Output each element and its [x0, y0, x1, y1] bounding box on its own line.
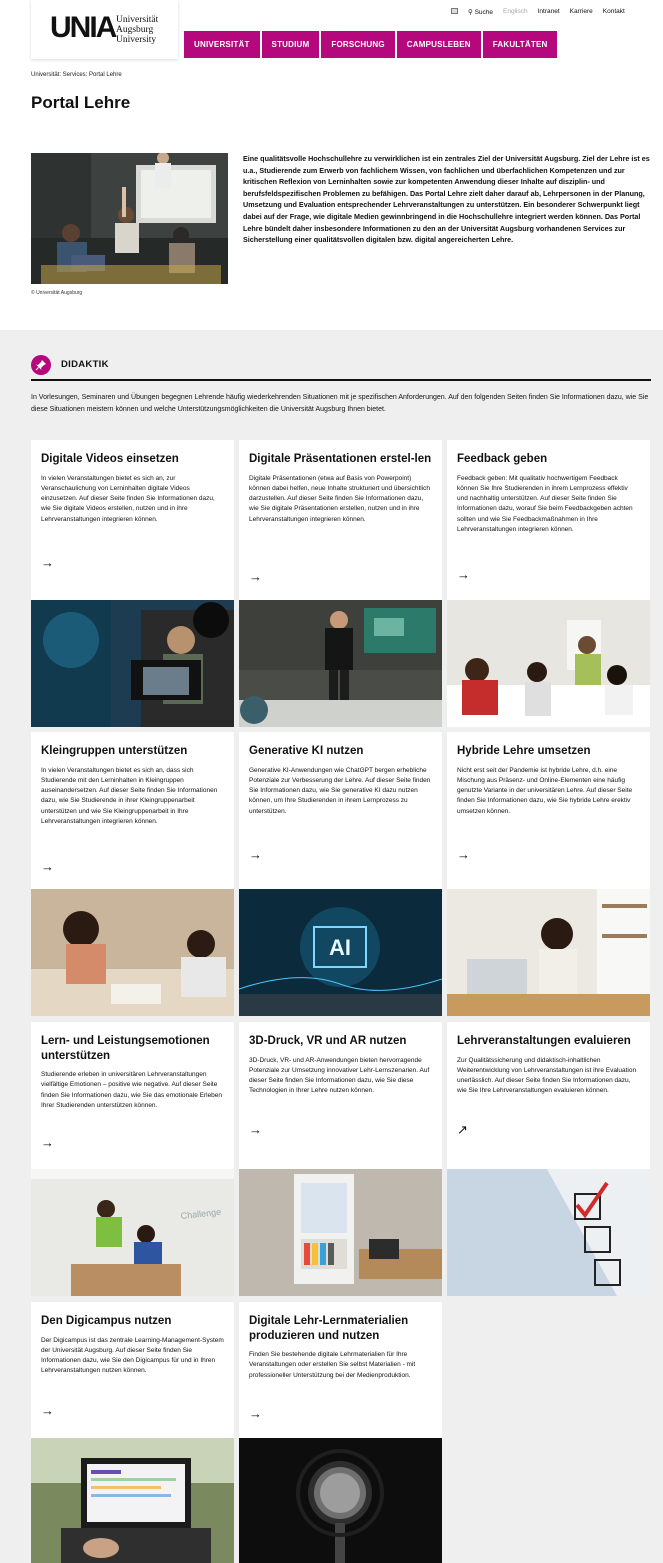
search-link-label: Suche — [474, 9, 494, 16]
card-title: Den Digicampus nutzen — [41, 1315, 172, 1327]
card-digitale-praesentationen[interactable] — [239, 440, 442, 600]
meta-navigation — [451, 8, 625, 16]
card-title: Lehrveranstaltungen evaluieren — [457, 1035, 631, 1047]
card-text: Feedback geben: Mit qualitativ hochwertigem Feedback können Sie Ihre Studierenden in ihrem Lernprozess effektiv und nachhaltig unterstützen. Auf dieser Seite finden Sie Informationen dazu, worauf Sie beim Feedbackgeben achten sollten und wie Sie Feedbackmaßnahmen in Ihre Lehrveranstaltungen integrieren können. — [457, 474, 633, 533]
arrow-right-icon[interactable]: → — [249, 1122, 262, 1137]
card-3d-druck-vr-ar[interactable] — [239, 1022, 442, 1169]
pin-icon — [35, 359, 47, 371]
card-digicampus[interactable] — [31, 1302, 234, 1438]
card-lern-leistungsemotionen[interactable] — [31, 1022, 234, 1169]
header-area — [0, 0, 663, 330]
sitemap-icon[interactable] — [451, 8, 458, 14]
arrow-right-icon[interactable]: → — [249, 1406, 262, 1421]
card-title: Lern- und Leistungsemotionen unterstützen — [41, 1035, 210, 1062]
hero-lecture-photo — [31, 153, 228, 284]
photo-video-recording — [31, 600, 234, 727]
arrow-right-icon[interactable]: → — [41, 1403, 54, 1418]
card-title: Digitale Präsentationen erstel-len — [249, 453, 432, 465]
card-text: Digitale Präsentationen (etwa auf Basis von Powerpoint) können dabei helfen, neue Inhalte strukturiert und übersichtlich darzustellen. Auf dieser Seite finden Sie Informationen dazu, wie Sie digitale Präsentationen erstellen, nutzen und in ihre Lehrveranstaltungen integrieren können. — [249, 474, 431, 523]
arrow-right-icon[interactable]: → — [41, 1135, 54, 1150]
university-logo[interactable] — [31, 0, 178, 59]
card-title: Digitale Lehr-Lernmaterialien produzieren und nutzen — [249, 1315, 409, 1342]
arrow-right-icon[interactable]: → — [41, 859, 54, 874]
arrow-right-icon[interactable]: → — [457, 567, 470, 582]
card-feedback-geben[interactable] — [447, 440, 650, 600]
card-hybride-lehre[interactable] — [447, 732, 650, 889]
photo-3d-printer — [239, 1169, 442, 1296]
section-description: In Vorlesungen, Seminaren und Übungen begegnen Lehrende häufig wiederkehrenden Situationen mit je spezifischen Anforderungen. Auf den folgenden Seiten finden Sie Informationen dazu, wie Sie diese Situationen meistern können und welche Unterstützungsmöglichkeiten die Universität Augsburg Ihnen bietet. — [31, 394, 649, 413]
card-generative-ki[interactable] — [239, 732, 442, 889]
nav-fakultaeten[interactable]: FAKULTÄTEN — [483, 31, 558, 58]
photo-classroom-emotions — [31, 1169, 234, 1296]
card-text: Nicht erst seit der Pandemie ist hybride Lehre, d.h. eine Mischung aus Präsenz- und Online-Elementen eine häufig genutzte Variante in der universitären Lehre. Auf dieser Seite finden Sie Informationen dazu, wie Sie hybride Lehre erektiv umsetzen können. — [457, 766, 633, 815]
photo-presentation — [239, 600, 442, 727]
card-title: 3D-Druck, VR und AR nutzen — [249, 1035, 407, 1047]
card-title: Kleingruppen unterstützen — [41, 745, 188, 757]
nav-studium[interactable]: STUDIUM — [262, 31, 320, 58]
logo-wordmark — [116, 15, 158, 45]
card-lehrveranstaltungen-evaluieren[interactable] — [447, 1022, 650, 1169]
card-text: Finden Sie bestehende digitale Lehrmaterialien für Ihre Veranstaltungen oder erstellen Sie selbst Materialien - mit professioneller Unterstützung bei der Medienproduktion. — [249, 1351, 416, 1379]
arrow-right-icon[interactable]: → — [249, 569, 262, 584]
card-text: Der Digicampus ist das zentrale Learning-Management-System der Universität Augsburg. Auf dieser Seite finden Sie Informationen dazu, wie Sie den Digicampus für und in Ihren Lehrveranstaltungen nutzen können. — [41, 1336, 224, 1375]
nav-campusleben[interactable]: CAMPUSLEBEN — [397, 31, 481, 58]
photo-microphone — [239, 1438, 442, 1563]
photo-laptop-digicampus — [31, 1438, 234, 1563]
card-kleingruppen[interactable] — [31, 732, 234, 889]
photo-group-work — [31, 889, 234, 1016]
card-title: Digitale Videos einsetzen — [41, 453, 179, 465]
board-text: Challenge — [180, 1206, 222, 1221]
arrow-right-icon[interactable]: → — [457, 847, 470, 862]
card-text: In vielen Veranstaltungen bietet es sich an, dass sich Studierende mit den Lerninhalten in Kleingruppen auseinandersetzen. Auf dieser Seite finden Sie Informationen dazu, wie Sie Studierende in ihrer Kleingruppenarbeit unterstützen und wie Sie Kleingruppenarbeit in Ihre Lehrveranstaltungen integrieren können. — [41, 766, 218, 825]
card-title: Generative KI nutzen — [249, 745, 364, 757]
section-title: DIDAKTIK — [61, 359, 109, 370]
breadcrumb[interactable]: Universität: Services: Portal Lehre — [31, 72, 122, 78]
ai-label: AI — [329, 935, 351, 960]
photo-checkbox-evaluation — [447, 1169, 650, 1296]
arrow-right-icon[interactable]: → — [41, 555, 54, 570]
career-link[interactable]: Karriere — [569, 8, 593, 15]
logo-mark: UNIA — [50, 11, 116, 44]
photo-feedback-meeting — [447, 600, 650, 727]
search-link[interactable] — [468, 8, 493, 16]
hero-photo-caption: © Universität Augsburg — [31, 290, 83, 296]
logo-line-3: University — [116, 35, 157, 45]
photo-hybrid-learning — [447, 889, 650, 1016]
card-digitale-videos[interactable] — [31, 440, 234, 600]
contact-link[interactable]: Kontakt — [602, 8, 625, 15]
nav-forschung[interactable]: FORSCHUNG — [321, 31, 394, 58]
photo-ai — [239, 889, 442, 1016]
card-text: 3D-Druck, VR- und AR-Anwendungen bieten hervorragende Potenziale zur Umsetzung innovativer Lehr-Lernszenarien. Auf dieser Seite finden Sie Informationen dazu, wie Sie diese Technologien in Ihrer Lehre nutzen können. — [249, 1056, 430, 1095]
nav-universitaet[interactable]: UNIVERSITÄT — [184, 31, 260, 58]
language-english-link[interactable]: Englisch — [503, 8, 528, 15]
card-text: In vielen Veranstaltungen bietet es sich an, zur Veranschaulichung von Lerninhalten digitale Videos einzusetzen. Auf dieser Seite finden Sie Informationen dazu, wie Sie digitale Videos erstellen, nutzen und in ihre Lehrveranstaltungen integrieren können. — [41, 474, 215, 523]
search-icon: ⚲ — [468, 9, 473, 16]
arrow-right-icon[interactable]: → — [249, 847, 262, 862]
card-text: Zur Qualitätssicherung und didaktisch-inhaltlichen Weiterentwicklung von Lehrveranstaltungen ist ihre Evaluation unerlässlich. Auf dieser Seite finden Sie Informationen dazu, wie Sie Ihre Lehrveranstaltungen evaluieren können. — [457, 1056, 637, 1095]
intro-text: Eine qualitätsvolle Hochschullehre zu verwirklichen ist ein zentrales Ziel der Universität Augsburg. Ziel der Lehre ist es u.a., Studierende zum Erwerb von fachlichem Wissen, von fachlichen und überfachlichen Kompetenzen und zur kritischen Reflexion von Lerninhalten sowie zur kompetenten Anwendung dieser Inhalte auf disziplin- und berufsfeldspezifischen Problemen zu befähigen. Das Portal Lehre zielt daher darauf ab, Lehrpersonen in der Planung, Umsetzung und Evaluation entsprechender Lehrveranstaltungen zu unterstützen. Ein besonderer Schwerpunkt liegt dabei auf der Frage, wie digitale Medien gewinnbringend in die Hochschullehre integriert werden können. Das Portal Lehre bündelt daher insbesondere Informationen zu den an der Universität Augsburg vorhandenen Services zur Sicherstellung einer qualitätsvollen digitalen bzw. digital angereicherten Lehre. — [243, 154, 650, 245]
external-link-arrow-icon[interactable]: ↗ — [457, 1122, 468, 1137]
section-didaktik-badge — [31, 355, 51, 375]
logo-line-1: Universität — [116, 15, 159, 25]
card-text: Studierende erleben in universitären Lehrveranstaltungen vielfältige Emotionen – positive wie negative. Auf dieser Seite finden Sie Informationen dazu, wie Sie das emotionale Erleben Ihrer Studierenden unterstützen können. — [41, 1071, 223, 1109]
card-title: Feedback geben — [457, 453, 548, 465]
section-divider — [31, 379, 651, 381]
card-lehr-lernmaterialien[interactable] — [239, 1302, 442, 1438]
logo-line-2: Augsburg — [116, 25, 154, 35]
page-title: Portal Lehre — [31, 93, 131, 112]
main-navigation — [184, 31, 557, 58]
card-text: Generative KI-Anwendungen wie ChatGPT bergen erhebliche Potenziale zur Verbesserung der Lehre. Auf dieser Seite finden Sie Informationen dazu, wie Sie generative KI dazu nutzen können, um Ihre Studierenden in ihrem Lernprozess zu unterstützen. — [249, 766, 431, 815]
intranet-link[interactable]: Intranet — [537, 8, 560, 15]
card-title: Hybride Lehre umsetzen — [457, 745, 591, 757]
